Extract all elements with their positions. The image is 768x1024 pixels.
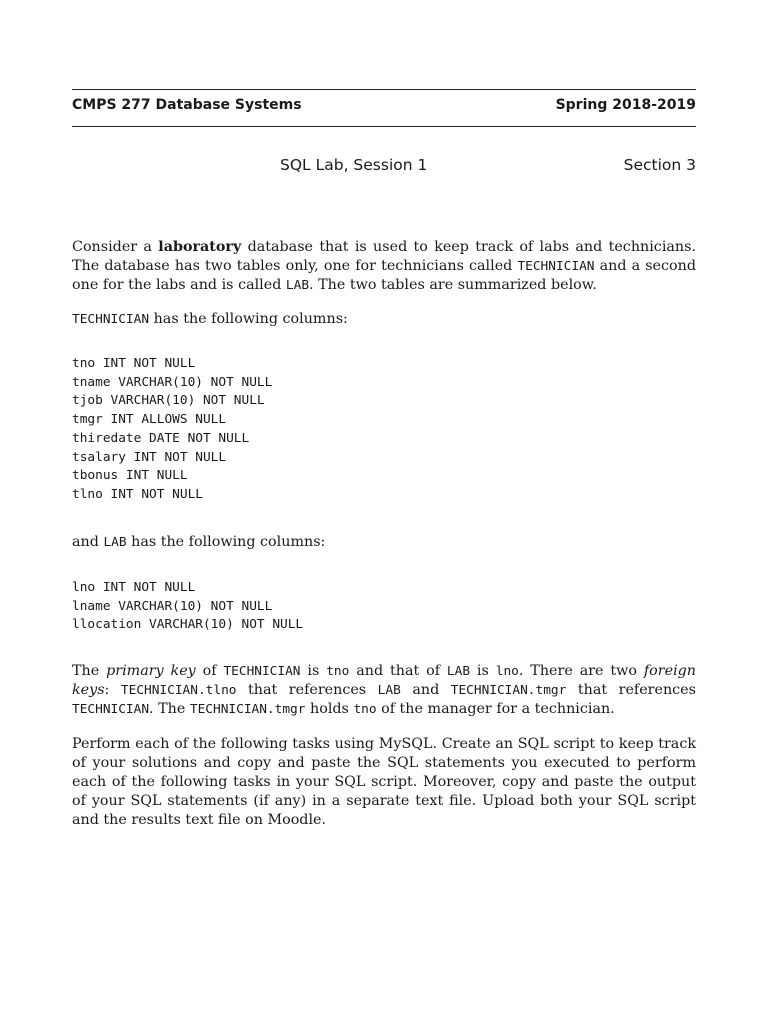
lab-columns-list	[72, 579, 303, 635]
intro-paragraph: Consider a laboratory database that is used to keep track of labs and technicians. The database has two tables only, one for technicians called TECHNICIAN and a second one for the labs and is called LAB. The two tables are summarized below.	[72, 239, 696, 293]
term-label: Spring 2018-2019	[555, 97, 696, 113]
code-line: tbonus INT NULL	[72, 468, 188, 484]
header-bottom-rule	[72, 126, 696, 127]
code-line: tmgr INT ALLOWS NULL	[72, 412, 227, 428]
code-line: lno INT NOT NULL	[72, 580, 196, 595]
section-label: Section 3	[623, 156, 696, 174]
lab-title: SQL Lab, Session 1	[280, 156, 428, 174]
lab-columns-intro: and LAB has the following columns:	[72, 534, 326, 550]
code-line: tno INT NOT NULL	[72, 356, 196, 371]
code-line: tsalary INT NOT NULL	[72, 449, 227, 465]
instructions-paragraph: Perform each of the following tasks using MySQL. Create an SQL script to keep track of your solutions and copy and paste the SQL statements you executed to perform each of the following tasks in your SQL script. Moreover, copy and paste the output of your SQL statements (if any) in a separate text file. Upload both your SQL script and the results text file on Moodle.	[72, 736, 696, 828]
code-line: lname VARCHAR(10) NOT NULL	[72, 598, 273, 614]
course-title: CMPS 277 Database Systems	[72, 97, 302, 113]
code-line: thiredate DATE NOT NULL	[72, 430, 250, 446]
code-line: tname VARCHAR(10) NOT NULL	[72, 374, 273, 390]
keys-paragraph: The primary key of TECHNICIAN is tno and that of LAB is lno. There are two foreign keys: TECHNICIAN.tlno that references LAB and TECHNICIAN.tmgr that references TECHNICIAN. The TECHNICIAN.tmgr holds tno of the manager for a technician.	[72, 663, 697, 717]
code-line: tlno INT NOT NULL	[72, 486, 203, 502]
code-line: tjob VARCHAR(10) NOT NULL	[72, 393, 265, 409]
code-line: llocation VARCHAR(10) NOT NULL	[72, 617, 304, 633]
technician-columns-intro: TECHNICIAN has the following columns:	[72, 311, 348, 327]
header-top-rule	[72, 89, 696, 90]
technician-columns-list	[72, 355, 272, 505]
